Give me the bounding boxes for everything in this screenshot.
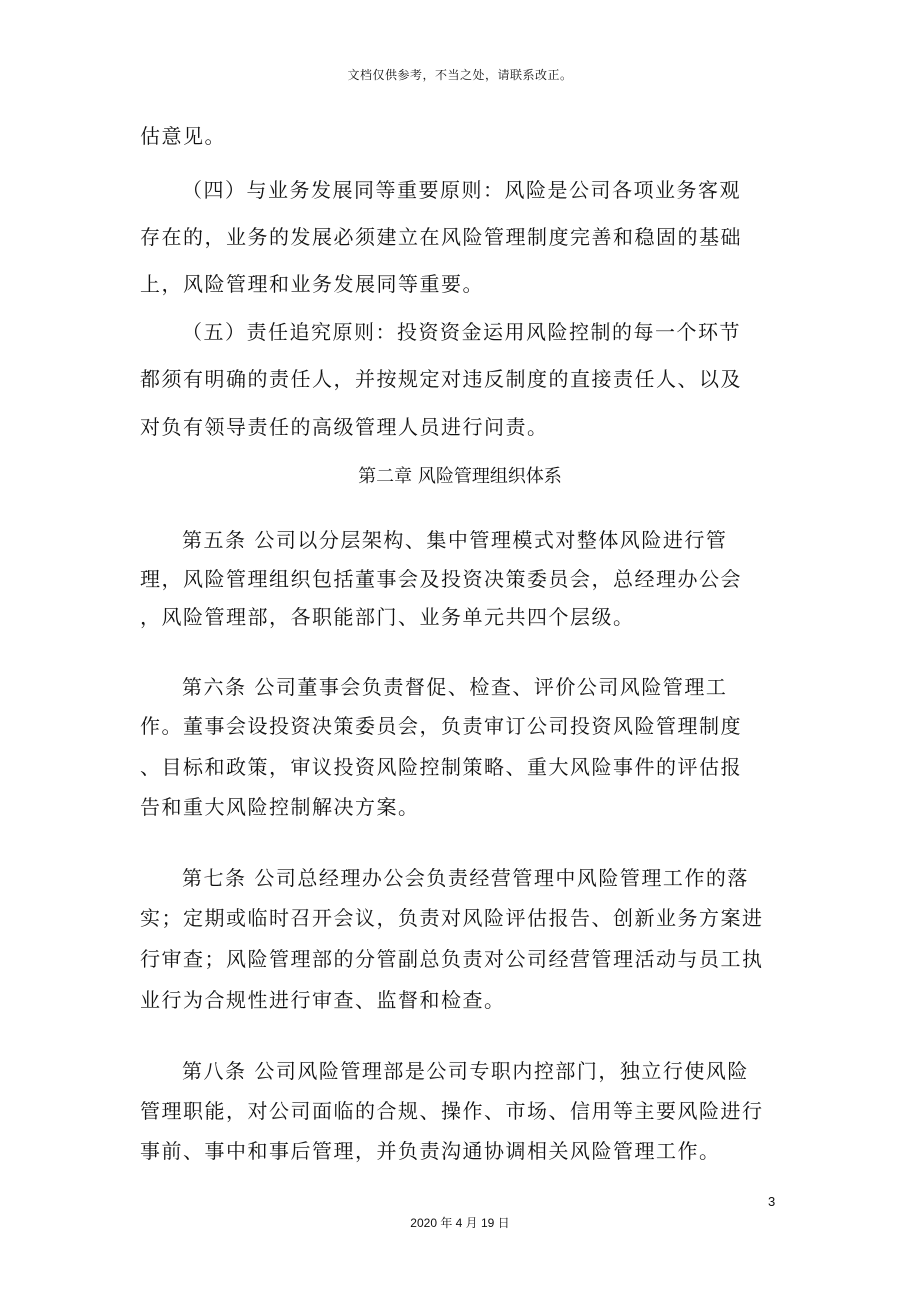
paragraph-line: 行审查；风险管理部的分管副总负责对公司经营管理活动与员工执 [140,947,764,971]
paragraph-line: 业行为合规性进行审查、监督和检查。 [140,988,506,1012]
paragraph-line: 都须有明确的责任人，并按规定对违反制度的直接责任人、以及 [140,367,742,391]
paragraph-line: 实；定期或临时召开会议，负责对风险评估报告、创新业务方案进 [140,906,764,930]
paragraph-line: 上，风险管理和业务发展同等重要。 [140,272,484,296]
chapter-heading: 第二章 风险管理组织体系 [358,466,562,487]
paragraph-line: 第五条 公司以分层架构、集中管理模式对整体风险进行管 [182,528,728,552]
paragraph-line: 告和重大风险控制解决方案。 [140,795,420,819]
paragraph-line: 理，风险管理组织包括董事会及投资决策委员会，总经理办公会 [140,567,742,591]
paragraph-line: 第六条 公司董事会负责督促、检查、评价公司风险管理工 [182,675,728,699]
paragraph-line: 作。董事会设投资决策委员会，负责审订公司投资风险管理制度 [140,714,742,738]
paragraph-line: 管理职能，对公司面临的合规、操作、市场、信用等主要风险进行 [140,1099,764,1123]
footer-date: 2020 年 4 月 19 日 [410,1216,510,1230]
header-disclaimer: 文档仅供参考，不当之处，请联系改正。 [347,68,573,82]
paragraph-line: 、目标和政策，审议投资风险控制策略、重大风险事件的评估报 [140,755,742,779]
paragraph-line: 对负有领导责任的高级管理人员进行问责。 [140,415,549,439]
paragraph-line: （五）责任追究原则：投资资金运用风险控制的每一个环节 [182,320,741,344]
paragraph-line: 第八条 公司风险管理部是公司专职内控部门，独立行使风险 [182,1059,749,1083]
paragraph-line: 事前、事中和事后管理，并负责沟通协调相关风险管理工作。 [140,1139,721,1163]
page-number: 3 [768,1194,776,1209]
paragraph-line: ，风险管理部，各职能部门、业务单元共四个层级。 [140,605,635,629]
paragraph-line: 估意见。 [140,124,226,148]
paragraph-line: 第七条 公司总经理办公会负责经营管理中风险管理工作的落 [182,866,749,890]
paragraph-line: （四）与业务发展同等重要原则：风险是公司各项业务客观 [182,178,741,202]
paragraph-line: 存在的，业务的发展必须建立在风险管理制度完善和稳固的基础 [140,225,742,249]
